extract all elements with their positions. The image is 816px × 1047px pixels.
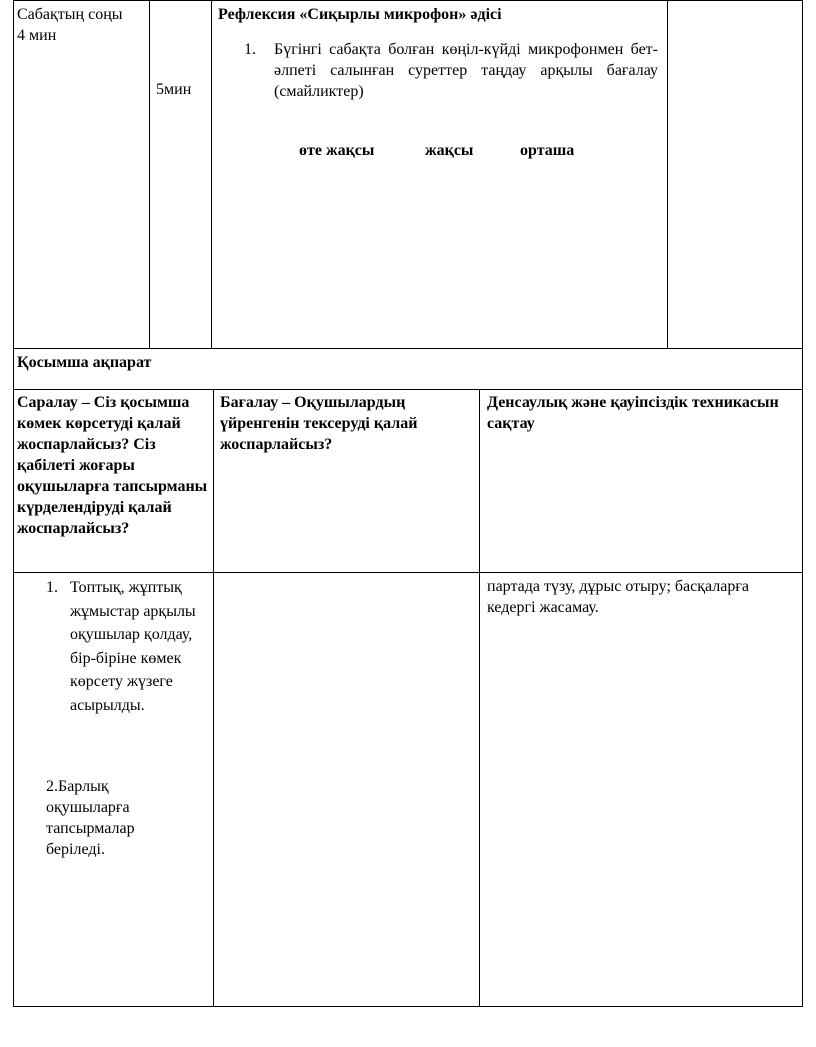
rating-good: жақсы (425, 142, 474, 159)
table-border-top (13, 0, 803, 1)
reflection-title: Рефлексия «Сиқырлы микрофон» әдісі (218, 6, 502, 23)
row-divider-2 (13, 389, 803, 390)
col-divider-resources (667, 0, 668, 348)
assessment-header: Бағалау – Оқушылардың үйренгенін тексеруді қалай жоспарлайсыз? (220, 394, 418, 453)
health-safety-header: Денсаулық және қауіпсіздік техникасын сақтау (487, 394, 779, 432)
list-item-number: 1. (46, 579, 58, 596)
additional-info-heading: Қосымша ақпарат (17, 354, 152, 371)
row-divider-3 (13, 572, 803, 573)
differentiation-note: 2.Барлық оқушыларға тапсырмалар беріледі. (46, 778, 135, 858)
health-safety-text: партада түзу, дұрыс отыру; басқаларға кедергі жасамау. (487, 578, 750, 616)
row-divider-1 (13, 348, 803, 349)
col-divider-health (479, 389, 480, 1007)
rating-average: орташа (520, 142, 575, 159)
differentiation-header: Саралау – Сіз қосымша көмек көрсетуді қалай жоспарлайсыз? Сіз қабілеті жоғары оқушыларға тапсырманы күрделендіруді қалай жоспарлайсыз? (17, 394, 208, 537)
table-border-bottom (13, 1006, 803, 1007)
list-item-number: 1. (244, 41, 256, 58)
col-divider-stage (149, 0, 150, 348)
reflection-list (244, 39, 658, 102)
col-divider-assessment (213, 389, 214, 1007)
list-item (46, 576, 206, 717)
table-border-right (802, 0, 803, 1007)
lesson-stage-label: Сабақтың соңы 4 мин (17, 6, 123, 44)
table-border-left (13, 0, 14, 1007)
col-divider-time (211, 0, 212, 348)
stage-time-label: 5мин (156, 81, 192, 98)
list-item-text: Топтық, жұптық жұмыстар арқылы оқушылар қолдау, бір-біріне көмек көрсету жүзеге асырылды. (70, 579, 196, 714)
list-item (244, 39, 658, 102)
differentiation-list (46, 576, 206, 717)
list-item-text: Бүгінгі сабақта болған көңіл-күйді микрофонмен бет-әлпеті салынған суреттер таңдау арқылы бағалау (смайликтер) (274, 41, 658, 100)
rating-very-good: өте жақсы (299, 142, 375, 159)
